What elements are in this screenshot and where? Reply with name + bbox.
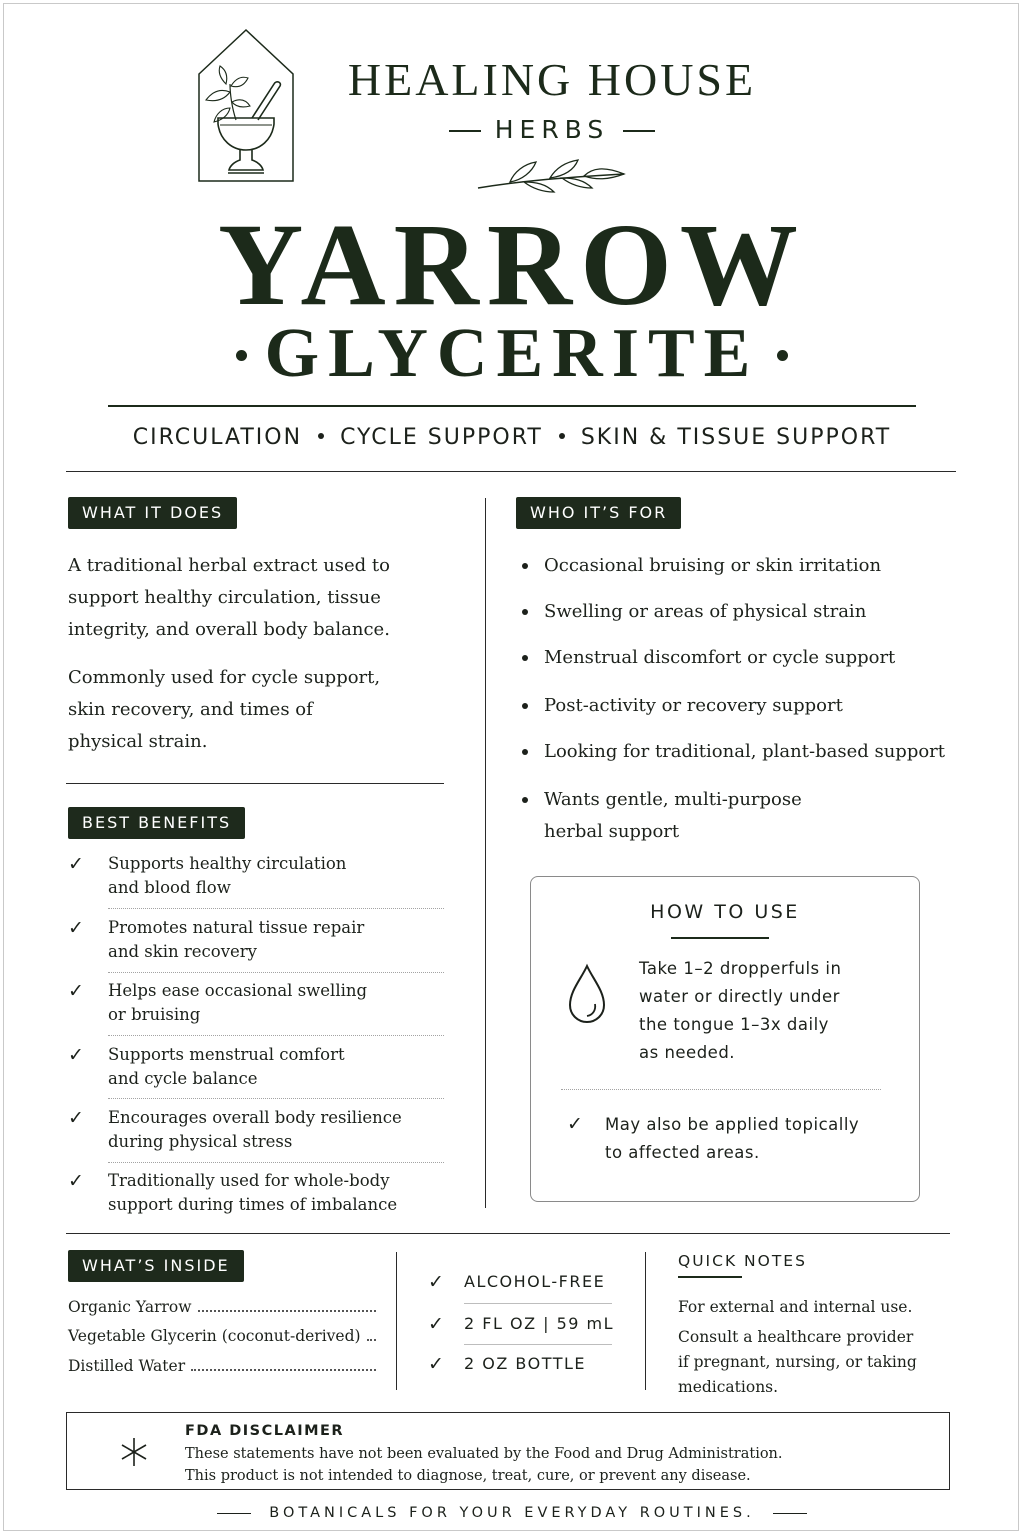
list-item xyxy=(516,596,956,628)
list-item xyxy=(516,550,956,582)
text-line: For external and internal use. xyxy=(678,1298,913,1316)
list-item xyxy=(516,642,956,674)
text-line: the tongue 1–3x daily xyxy=(639,1015,829,1034)
check-icon: ✓ xyxy=(68,1044,84,1066)
divider xyxy=(561,1089,881,1090)
check-icon: ✓ xyxy=(428,1271,444,1293)
benefit-text: Traditionally used for whole-body support during times of imbalance xyxy=(108,1171,398,1214)
check-icon: ✓ xyxy=(68,1107,84,1129)
divider xyxy=(108,1098,444,1099)
divider xyxy=(108,1162,444,1163)
text-line: May also be applied topically xyxy=(605,1115,860,1134)
mortar-and-pestle-logo-icon xyxy=(196,28,296,184)
fda-disclaimer-title: FDA DISCLAIMER xyxy=(185,1423,345,1439)
header-rule xyxy=(108,405,916,407)
ingredient-row xyxy=(68,1326,378,1346)
text-line: as needed. xyxy=(639,1043,736,1062)
benefit-text: Promotes natural tissue repair and skin recovery xyxy=(108,918,365,961)
title-underline xyxy=(678,1276,742,1278)
tagline-item: SKIN & TISSUE SUPPORT xyxy=(580,425,892,450)
column-divider xyxy=(396,1252,397,1390)
text-line: This product is not intended to diagnose, treat, cure, or prevent any disease. xyxy=(185,1468,751,1484)
text-line: These statements have not been evaluated by the Food and Drug Administration. xyxy=(185,1446,783,1462)
text-line: Take 1–2 dropperfuls in xyxy=(639,959,842,978)
quick-notes-title: QUICK NOTES xyxy=(678,1252,807,1270)
divider xyxy=(108,972,444,973)
list-item xyxy=(516,784,956,848)
column-divider xyxy=(485,498,486,1208)
feature-text: 2 OZ BOTTLE xyxy=(464,1354,586,1373)
who-its-for-label: WHO IT’S FOR xyxy=(516,497,681,529)
benefit-item xyxy=(68,1169,444,1232)
text-line: water or directly under xyxy=(639,987,840,1006)
title-underline xyxy=(671,937,769,939)
benefit-item xyxy=(68,916,444,979)
benefit-item xyxy=(68,1043,444,1106)
tagline-rule xyxy=(66,471,956,472)
list-item-text: Looking for traditional, plant-based support xyxy=(544,741,946,762)
fda-disclaimer-box xyxy=(66,1412,950,1490)
product-subtitle xyxy=(0,316,1024,392)
benefit-text: Supports menstrual comfort and cycle balance xyxy=(108,1045,345,1088)
list-item-text: Menstrual discomfort or cycle support xyxy=(544,647,896,668)
ingredient-name: Organic Yarrow xyxy=(68,1298,192,1316)
text-line: skin recovery, and times of xyxy=(68,699,313,720)
benefit-item xyxy=(68,1106,444,1169)
text-line: physical strain. xyxy=(68,731,208,752)
brand-sub-text: HERBS xyxy=(494,115,610,144)
footer-tagline xyxy=(0,1502,1024,1524)
how-to-use-instructions xyxy=(639,955,909,1067)
feature-text: ALCOHOL-FREE xyxy=(464,1272,606,1291)
list-item-text: Post-activity or recovery support xyxy=(544,695,843,716)
divider xyxy=(108,908,444,909)
brand-name: HEALING HOUSE xyxy=(347,54,757,105)
what-it-does-label: WHAT IT DOES xyxy=(68,497,237,529)
benefit-item xyxy=(68,852,444,915)
best-benefits-label: BEST BENEFITS xyxy=(68,807,245,839)
section-rule xyxy=(66,783,444,784)
fda-disclaimer-text xyxy=(185,1443,945,1487)
tagline xyxy=(0,422,1024,454)
benefit-text: Supports healthy circulation and blood flow xyxy=(108,854,347,897)
check-icon: ✓ xyxy=(428,1353,444,1375)
brand-sub xyxy=(300,112,804,148)
list-item xyxy=(516,736,956,768)
column-divider xyxy=(645,1252,646,1390)
text-line: support healthy circulation, tissue xyxy=(68,587,381,608)
water-drop-icon xyxy=(567,963,607,1025)
ingredient-name: Vegetable Glycerin (coconut-derived) xyxy=(68,1327,361,1345)
footer-text: BOTANICALS FOR YOUR EVERYDAY ROUTINES. xyxy=(269,1505,755,1521)
check-icon: ✓ xyxy=(68,853,84,875)
check-icon: ✓ xyxy=(428,1313,444,1335)
ingredient-row xyxy=(68,1356,378,1376)
divider xyxy=(464,1303,612,1304)
ingredient-name: Distilled Water xyxy=(68,1357,186,1375)
list-item-text: Occasional bruising or skin irritation xyxy=(544,555,882,576)
text-line: if pregnant, nursing, or taking xyxy=(678,1353,917,1371)
how-to-use-box xyxy=(530,876,920,1202)
benefit-item xyxy=(68,979,444,1042)
bottom-section-rule xyxy=(66,1233,950,1234)
tagline-item: CIRCULATION xyxy=(132,425,303,450)
list-item-text: Swelling or areas of physical strain xyxy=(544,601,867,622)
ingredient-row xyxy=(68,1297,378,1317)
divider xyxy=(108,1035,444,1036)
check-icon: ✓ xyxy=(68,917,84,939)
divider xyxy=(464,1344,612,1345)
text-line: to affected areas. xyxy=(605,1143,760,1162)
asterisk-icon xyxy=(119,1437,149,1467)
feature-text: 2 FL OZ | 59 mL xyxy=(464,1314,615,1333)
text-line: integrity, and overall body balance. xyxy=(68,619,390,640)
who-its-for-list xyxy=(516,550,956,848)
check-icon: ✓ xyxy=(567,1113,583,1135)
product-title: YARROW xyxy=(218,199,806,330)
check-icon: ✓ xyxy=(68,980,84,1002)
tagline-item: CYCLE SUPPORT xyxy=(340,425,543,450)
list-item-text: Wants gentle, multi-purpose herbal support xyxy=(544,789,802,842)
text-line: Consult a healthcare provider xyxy=(678,1328,914,1346)
what-it-does-text xyxy=(68,550,468,758)
product-subtitle-text: GLYCERITE xyxy=(264,315,760,392)
how-to-use-title: HOW TO USE xyxy=(650,901,800,923)
benefit-text: Helps ease occasional swelling or bruising xyxy=(108,981,368,1024)
text-line: medications. xyxy=(678,1378,779,1396)
list-item xyxy=(516,690,956,722)
text-line: Commonly used for cycle support, xyxy=(68,667,381,688)
text-line: A traditional herbal extract used to xyxy=(68,555,390,576)
quick-notes-text xyxy=(678,1295,948,1400)
topical-use-text xyxy=(605,1111,905,1167)
whats-inside-label: WHAT’S INSIDE xyxy=(68,1250,244,1282)
check-icon: ✓ xyxy=(68,1170,84,1192)
benefit-text: Encourages overall body resilience during physical stress xyxy=(108,1108,402,1151)
leaf-sprig-icon xyxy=(474,156,630,196)
